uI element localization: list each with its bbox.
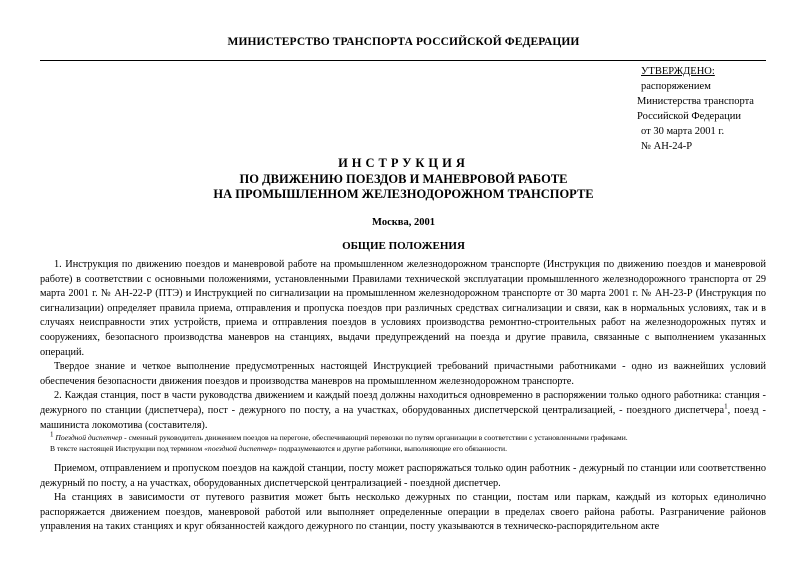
footnote — [40, 432, 766, 454]
document-title — [0, 156, 807, 203]
approved-label: УТВЕРЖДЕНО: — [641, 66, 715, 77]
city-year: Москва, 2001 — [372, 217, 435, 228]
approval-block — [637, 64, 797, 154]
paragraph-3-tail: , поезд - машиниста локомотива (составителя). — [40, 404, 766, 431]
footnote-line-2 — [40, 443, 766, 454]
footnote-term-2: «поездной диспетчер» — [204, 444, 277, 453]
ministry-header: МИНИСТЕРСТВО ТРАНСПОРТА РОССИЙСКОЙ ФЕДЕРАЦИИ — [227, 36, 580, 48]
footnote-ref: 1 — [724, 402, 728, 411]
footnote-text-1: - сменный руководитель движением поездов на перегоне, обеспечивающий перевозки по путям организации в соответствии с установленными графиками. — [122, 433, 628, 442]
paragraph-4: Приемом, отправлением и пропуском поездов на каждой станции, посту может распоряжаться только один работник - дежурный по станции или соответственно дежурный по посту, а на участках, оборудованных диспетчерской централизацией - поездной диспетчер. — [40, 463, 766, 489]
title-line-2: ПО ДВИЖЕНИЮ ПОЕЗДОВ И МАНЕВРОВОЙ РАБОТЕ — [239, 171, 568, 186]
paragraph-3 — [40, 389, 766, 433]
footnote-text-2b: подразумеваются и другие работники, выполняющие его обязанности. — [276, 444, 508, 453]
paragraph-5: На станциях в зависимости от путевого развития может быть несколько дежурных по станции, постам или паркам, каждый из которых единолично распоряжается движением поездов, маневровой работой или выполняет определенные операции в пределах своего района работы. Разграничение районов управления на таких станциях и круг обязанностей каждого дежурного по станции, посту указываются в техническо-распорядительном акте — [40, 492, 766, 533]
approved-federation: Российской Федерации — [637, 111, 741, 122]
header-rule — [40, 60, 766, 61]
paragraph-3-main: 2. Каждая станция, пост в части руководства движением и каждый поезд должны находиться одновременно в распоряжении только одного работника: станция - дежурного по станции (диспетчера), пост - дежурного по посту, а на участках, оборудованных диспетчерской централизацией, - поездного диспетчера — [40, 390, 766, 416]
footnote-line-1 — [40, 432, 766, 443]
footnote-term: Поездной диспетчер — [55, 433, 123, 442]
body-text-lower — [40, 462, 766, 535]
title-line-3: НА ПРОМЫШЛЕННОМ ЖЕЛЕЗНОДОРОЖНОМ ТРАНСПОРТЕ — [213, 187, 594, 201]
footnote-text-2a: В тексте настоящей Инструкции под термином — [50, 444, 205, 453]
approved-by-order: распоряжением — [641, 81, 711, 92]
approved-ministry: Министерства транспорта — [637, 96, 754, 107]
section-heading: ОБЩИЕ ПОЛОЖЕНИЯ — [342, 240, 465, 252]
approved-date: от 30 марта 2001 г. — [641, 126, 725, 137]
paragraph-1: 1. Инструкция по движению поездов и маневровой работе на промышленном железнодорожном транспорте (Инструкция по движению поездов и маневровой работе) в соответствии с основными положениями, установленными Правилами технической эксплуатации промышленного железнодорожного транспорта от 29 марта 2001 г. № АН-22-Р (ПТЭ) и Инструкцией по сигнализации на промышленном железнодорожном транспорте от 30 марта 2001 г. № АН-23-Р (Инструкция по сигнализации) определяет правила приема, отправления и пропуска поездов при различных средствах сигнализации и связи, как в нормальных условиях, так и в случаях неисправности этих устройств, приема и отправления поездов в условиях производства ремонтно-строительных работ на железнодорожных путях и сооружениях, безопасного производства маневров на станциях, выдачи предупреждений на поезда и другие правила, связанные с выполнением указанных операций. — [40, 259, 766, 358]
footnote-mark: 1 — [50, 430, 54, 439]
approved-number: № АН-24-Р — [641, 141, 693, 152]
body-text-upper — [40, 258, 766, 433]
title-line-1: ИНСТРУКЦИЯ — [338, 156, 469, 170]
paragraph-2: Твердое знание и четкое выполнение предусмотренных настоящей Инструкцией требований причастными работниками - одно из важнейших условий обеспечения безопасности движения поездов и производства маневров на промышленном железнодорожном транспорте. — [40, 361, 766, 387]
